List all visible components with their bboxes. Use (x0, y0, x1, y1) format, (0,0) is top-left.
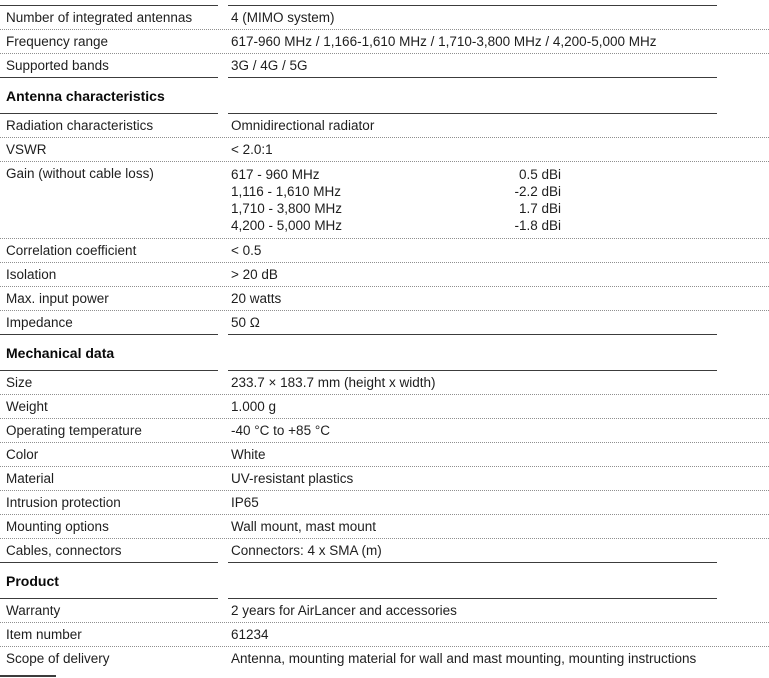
section-header-product: Product (6, 573, 59, 589)
cutoff-line (0, 675, 56, 677)
spec-value: > 20 dB (231, 267, 278, 282)
spec-row (0, 419, 769, 443)
spec-row (0, 647, 769, 670)
gain-value: -1.8 dBi (514, 218, 561, 233)
spec-table (0, 5, 769, 670)
spec-value: UV-resistant plastics (231, 471, 354, 486)
spec-label: Supported bands (0, 54, 218, 78)
gain-frequency-range: 1,710 - 3,800 MHz (231, 201, 343, 216)
spec-value: 233.7 × 183.7 mm (height x width) (228, 370, 717, 394)
spec-row (0, 623, 769, 647)
gain-frequency-range: 617 - 960 MHz (231, 167, 320, 182)
spec-row (0, 443, 769, 467)
spec-value (228, 162, 717, 238)
gain-value: -2.2 dBi (514, 184, 561, 199)
section-antenna-characteristics (0, 113, 769, 335)
spec-value: 61234 (231, 627, 269, 642)
spec-value: < 0.5 (231, 243, 262, 258)
spec-label: Radiation characteristics (0, 113, 218, 137)
spec-value: Omnidirectional radiator (228, 113, 717, 137)
spec-label: Correlation coefficient (6, 243, 137, 258)
spec-row (0, 54, 769, 78)
spec-row (0, 467, 769, 491)
spec-label: Max. input power (6, 291, 109, 306)
spec-row (0, 491, 769, 515)
spec-label: Warranty (0, 598, 218, 622)
section-header-antenna-characteristics: Antenna characteristics (6, 88, 165, 104)
spec-value: -40 °C to +85 °C (231, 423, 330, 438)
section-header-mechanical-data: Mechanical data (6, 345, 115, 361)
spec-row (0, 138, 769, 162)
gain-value: 1.7 dBi (518, 201, 561, 216)
spec-label: Gain (without cable loss) (6, 166, 154, 181)
gain-value: 0.5 dBi (518, 167, 561, 182)
section-general (0, 5, 769, 78)
spec-value: IP65 (231, 495, 259, 510)
spec-row (0, 287, 769, 311)
spec-value: Connectors: 4 x SMA (m) (228, 539, 717, 563)
spec-row (0, 395, 769, 419)
spec-label: Isolation (6, 267, 57, 282)
spec-label: Frequency range (6, 34, 109, 49)
spec-row (0, 311, 769, 335)
spec-label: Item number (6, 627, 82, 642)
spec-label: VSWR (6, 142, 47, 157)
spec-label: Operating temperature (6, 423, 142, 438)
spec-row (0, 515, 769, 539)
spec-row (0, 539, 769, 563)
spec-row (0, 598, 769, 623)
gain-frequency-range: 4,200 - 5,000 MHz (231, 218, 343, 233)
spec-value: 1.000 g (231, 399, 277, 414)
spec-row (0, 263, 769, 287)
spec-label: Impedance (0, 311, 218, 335)
spec-label: Intrusion protection (6, 495, 121, 510)
spec-value: 4 (MIMO system) (228, 5, 717, 29)
spec-label: Mounting options (6, 519, 109, 534)
spec-value: 20 watts (231, 291, 282, 306)
spec-label: Scope of delivery (6, 651, 110, 666)
spec-value: 2 years for AirLancer and accessories (228, 598, 717, 622)
spec-value: Antenna, mounting material for wall and mast mounting, mounting instructions (231, 651, 697, 666)
gain-frequency-range: 1,116 - 1,610 MHz (231, 184, 342, 199)
spec-value: White (231, 447, 266, 462)
spec-row (0, 5, 769, 30)
section-mechanical-data (0, 370, 769, 563)
spec-value: 50 Ω (228, 311, 717, 335)
spec-label: Weight (6, 399, 48, 414)
spec-label: Material (6, 471, 55, 486)
spec-row (0, 113, 769, 138)
spec-row (0, 162, 769, 239)
spec-value: < 2.0:1 (231, 142, 273, 157)
spec-label: Color (6, 447, 39, 462)
gain-table (231, 166, 561, 234)
spec-label: Cables, connectors (0, 539, 218, 563)
spec-row (0, 30, 769, 54)
spec-value: 3G / 4G / 5G (228, 54, 717, 78)
spec-label: Size (0, 370, 218, 394)
spec-label: Number of integrated antennas (0, 5, 218, 29)
section-product (0, 598, 769, 670)
spec-value: Wall mount, mast mount (231, 519, 377, 534)
spec-value: 617-960 MHz / 1,166-1,610 MHz / 1,710-3,800 MHz / 4,200-5,000 MHz (231, 34, 657, 49)
spec-row (0, 239, 769, 263)
spec-row (0, 370, 769, 395)
